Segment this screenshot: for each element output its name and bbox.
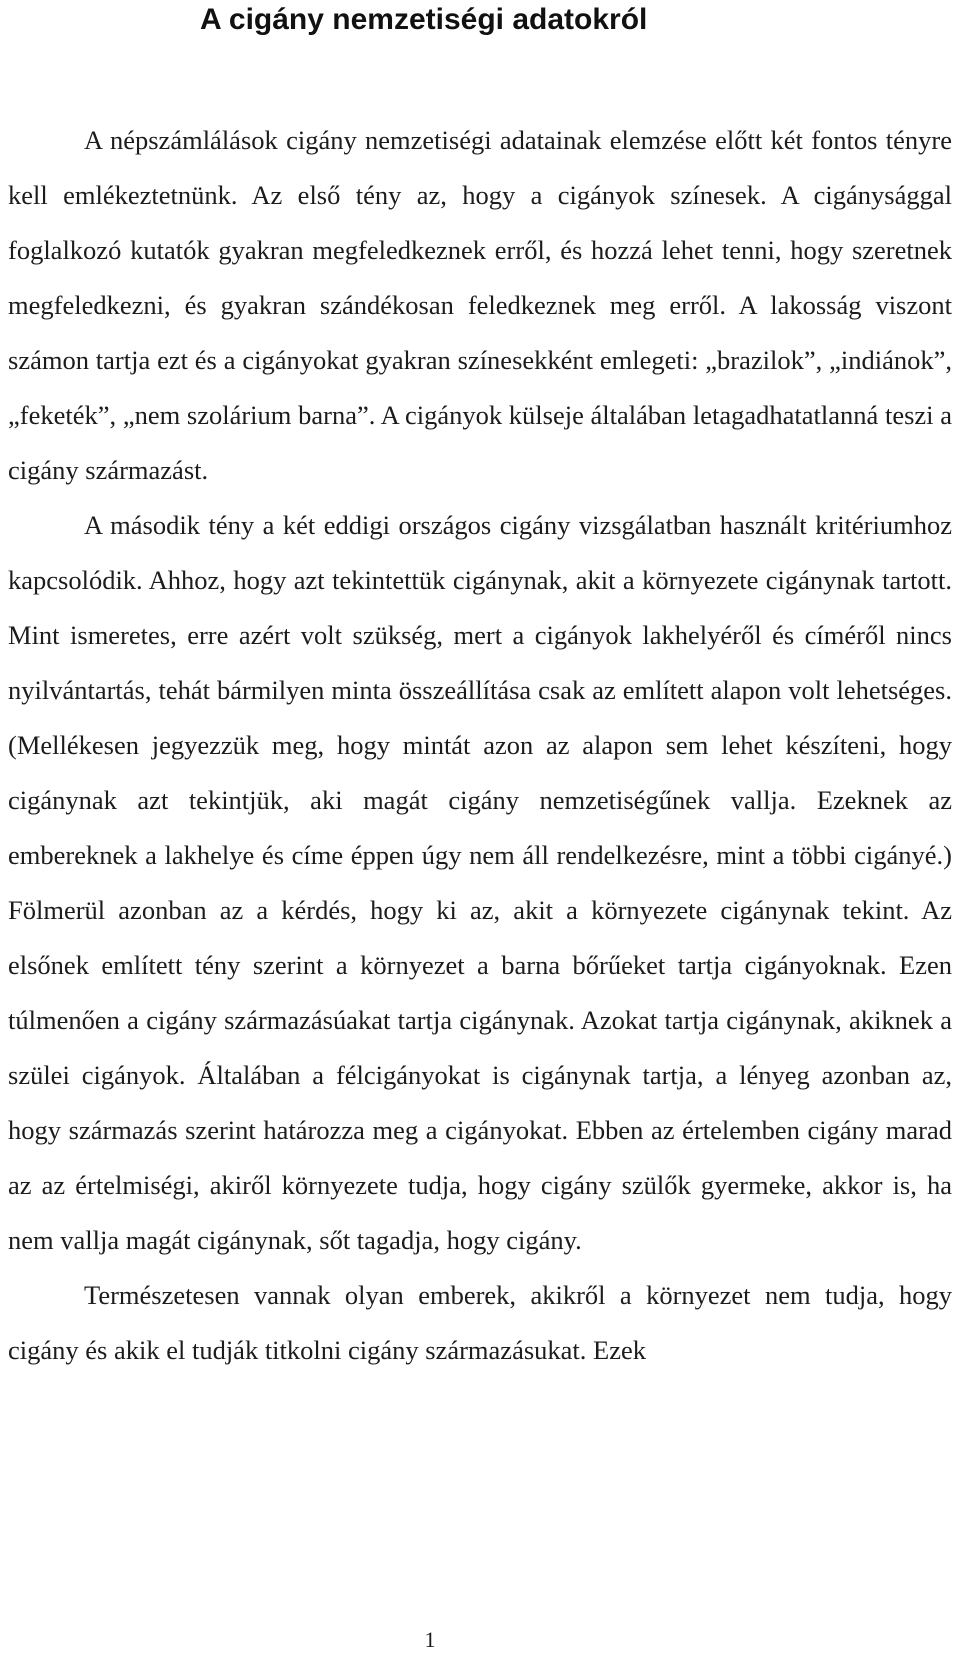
paragraph-2: A második tény a két eddigi országos cigány vizsgálatban használt kritériumhoz kapcsolódik. Ahhoz, hogy azt tekintettük cigánynak, akit a környezete cigánynak tartott. Mint ismeretes, erre azért volt szükség, mert a cigányok lakhelyéről és címéről nincs nyilvántartás, tehát bármilyen minta összeállítása csak az említett alapon volt lehetséges. (Mellékesen jegyezzük meg, hogy mintát azon az alapon sem lehet készíteni, hogy cigánynak azt tekintjük, aki magát cigány nemzetiségűnek vallja. Ezeknek az embereknek a lakhelye és címe éppen úgy nem áll rendelkezésre, mint a többi cigányé.) Fölmerül azonban az a kérdés, hogy ki az, akit a környezete cigánynak tekint. Az elsőnek említett tény szerint a környezet a barna bőrűeket tartja cigányoknak. Ezen túlmenően a cigány származásúakat tartja cigánynak. Azokat tartja cigánynak, akiknek a szülei cigányok. Általában a félcigányokat is cigánynak tartja, a lényeg azonban az, hogy származás szerint határozza meg a cigányokat. Ebben az értelemben cigány marad az az értelmiségi, akiről környezete tudja, hogy cigány szülők gyermeke, akkor is, ha nem vallja magát cigánynak, sőt tagadja, hogy cigány. bbox=[8, 510, 952, 1255]
paragraph-1: A népszámlálások cigány nemzetiségi adatainak elemzése előtt két fontos tényre kell emlékeztetnünk. Az első tény az, hogy a cigányok színesek. A cigánysággal foglalkozó kutatók gyakran megfeledkeznek erről, és hozzá lehet tenni, hogy szeretnek megfeledkezni, és gyakran szándékosan feledkeznek meg erről. A lakosság viszont számon tartja ezt és a cigányokat gyakran színesekként emlegeti: „brazilok”, „indiánok”, „feketék”, „nem szolárium barna”. A cigányok külseje általában letagadhatatlanná teszi a cigány származást. bbox=[8, 125, 952, 485]
document-title: A cigány nemzetiségi adatokról bbox=[200, 3, 648, 36]
document-body bbox=[8, 113, 952, 1378]
paragraph-3: Természetesen vannak olyan emberek, akikről a környezet nem tudja, hogy cigány és akik el tudják titkolni cigány származásukat. Ezek bbox=[8, 1280, 952, 1365]
page-number: 1 bbox=[424, 1627, 436, 1652]
